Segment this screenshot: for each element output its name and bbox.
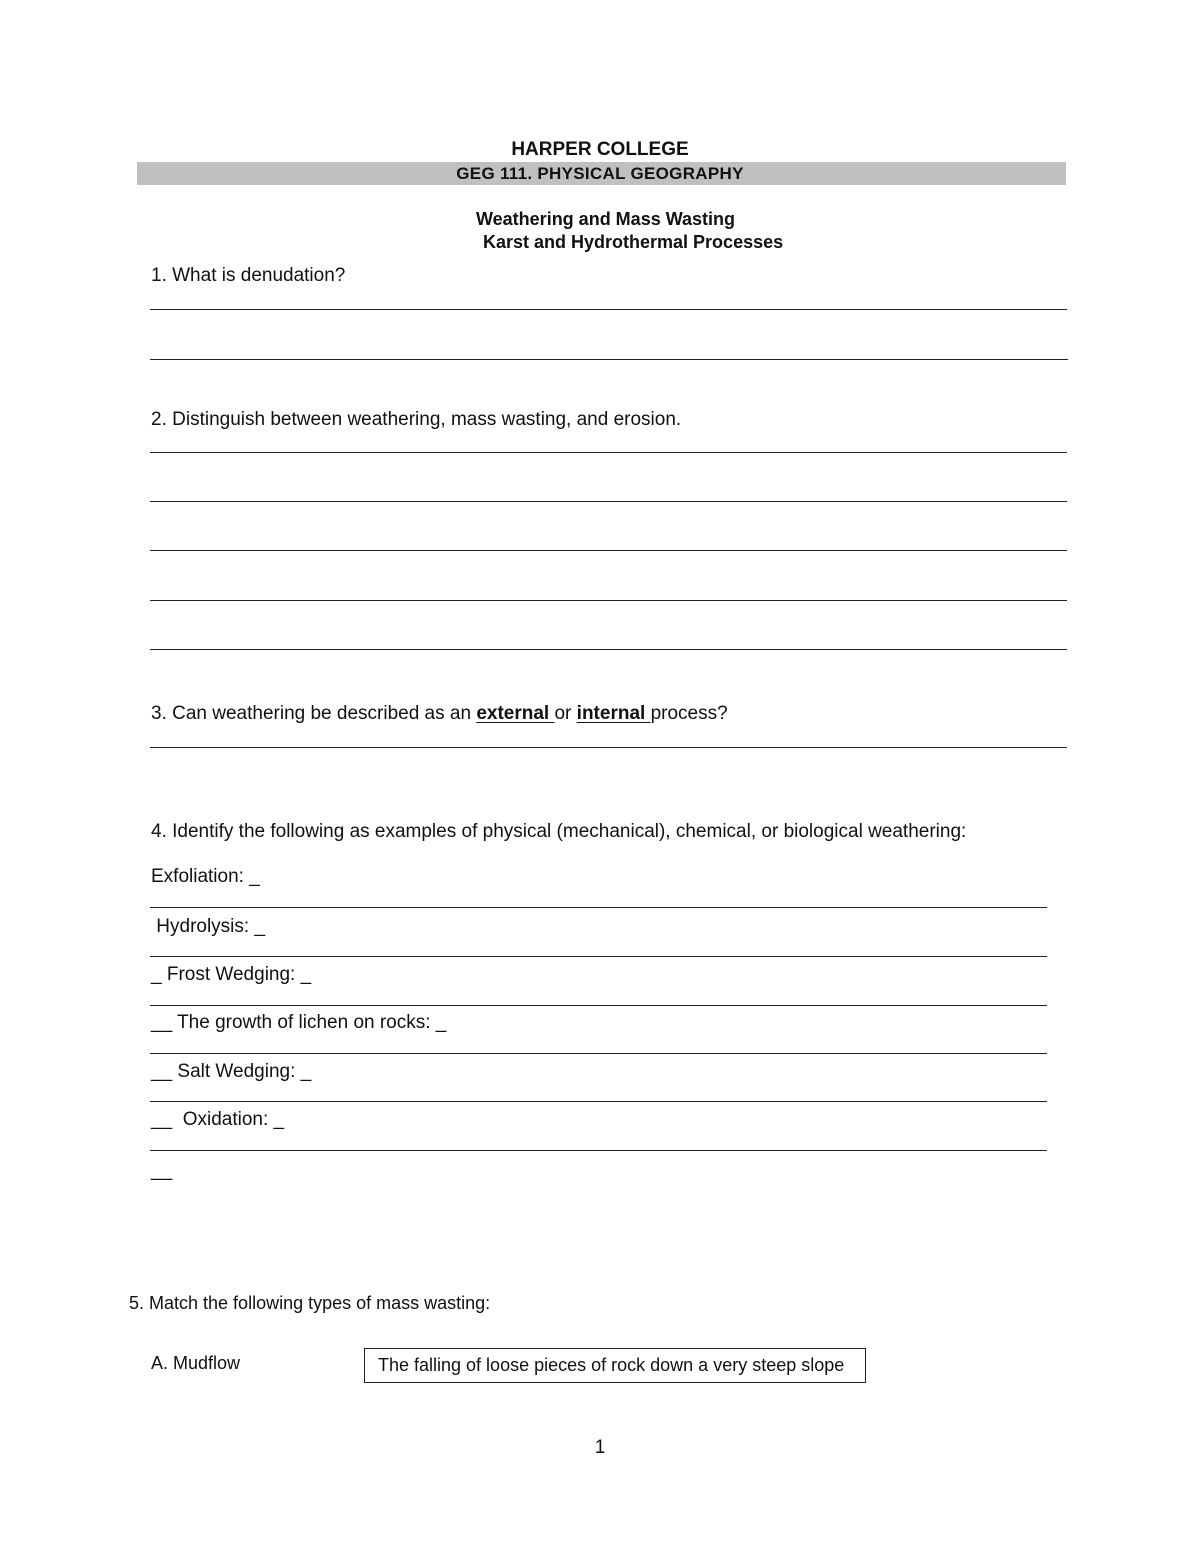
question-3: [151, 703, 728, 725]
answer-line[interactable]: [150, 452, 1067, 453]
worksheet-title-line2: Karst and Hydrothermal Processes: [483, 232, 784, 252]
q4-item-lichen: __ The growth of lichen on rocks: _: [151, 1012, 447, 1033]
worksheet-title-line1: Weathering and Mass Wasting: [476, 209, 736, 229]
answer-line[interactable]: [150, 649, 1067, 650]
question-3-suffix: process?: [650, 703, 728, 724]
question-5: 5. Match the following types of mass wasting:: [129, 1293, 491, 1313]
answer-line[interactable]: [150, 550, 1067, 551]
question-3-middle: or: [554, 703, 577, 724]
answer-line[interactable]: [150, 1005, 1047, 1006]
term-internal: internal: [576, 703, 651, 724]
answer-line[interactable]: [150, 1101, 1047, 1102]
q4-item-salt-wedging: __ Salt Wedging: _: [151, 1061, 312, 1082]
q4-item-oxidation: __ Oxidation: _: [151, 1109, 285, 1130]
page-number: 1: [594, 1437, 606, 1458]
course-title: GEG 111. PHYSICAL GEOGRAPHY: [456, 164, 744, 183]
q4-item-trailing-blank: __: [151, 1160, 173, 1181]
answer-line[interactable]: [150, 956, 1047, 957]
question-3-prefix: 3. Can weathering be described as an: [151, 703, 477, 724]
q4-item-exfoliation: Exfoliation: _: [151, 866, 260, 887]
answer-line[interactable]: [150, 600, 1067, 601]
answer-line[interactable]: [150, 501, 1067, 502]
q5-item-a: A. Mudflow: [151, 1353, 241, 1373]
q4-item-hydrolysis: Hydrolysis: _: [151, 916, 266, 937]
question-4: 4. Identify the following as examples of physical (mechanical), chemical, or biological weathering:: [151, 821, 967, 842]
answer-line[interactable]: [150, 907, 1047, 908]
answer-line[interactable]: [150, 1150, 1047, 1151]
term-external: external: [476, 703, 555, 724]
definition-box: The falling of loose pieces of rock down a very steep slope: [364, 1348, 866, 1383]
answer-line[interactable]: [150, 1053, 1047, 1054]
answer-line[interactable]: [150, 359, 1068, 360]
answer-line[interactable]: [150, 309, 1067, 310]
question-2: 2. Distinguish between weathering, mass wasting, and erosion.: [151, 409, 682, 430]
college-name: HARPER COLLEGE: [511, 139, 689, 160]
q4-item-frost-wedging: _ Frost Wedging: _: [151, 964, 312, 985]
question-1: 1. What is denudation?: [151, 265, 346, 286]
answer-line[interactable]: [150, 747, 1067, 748]
